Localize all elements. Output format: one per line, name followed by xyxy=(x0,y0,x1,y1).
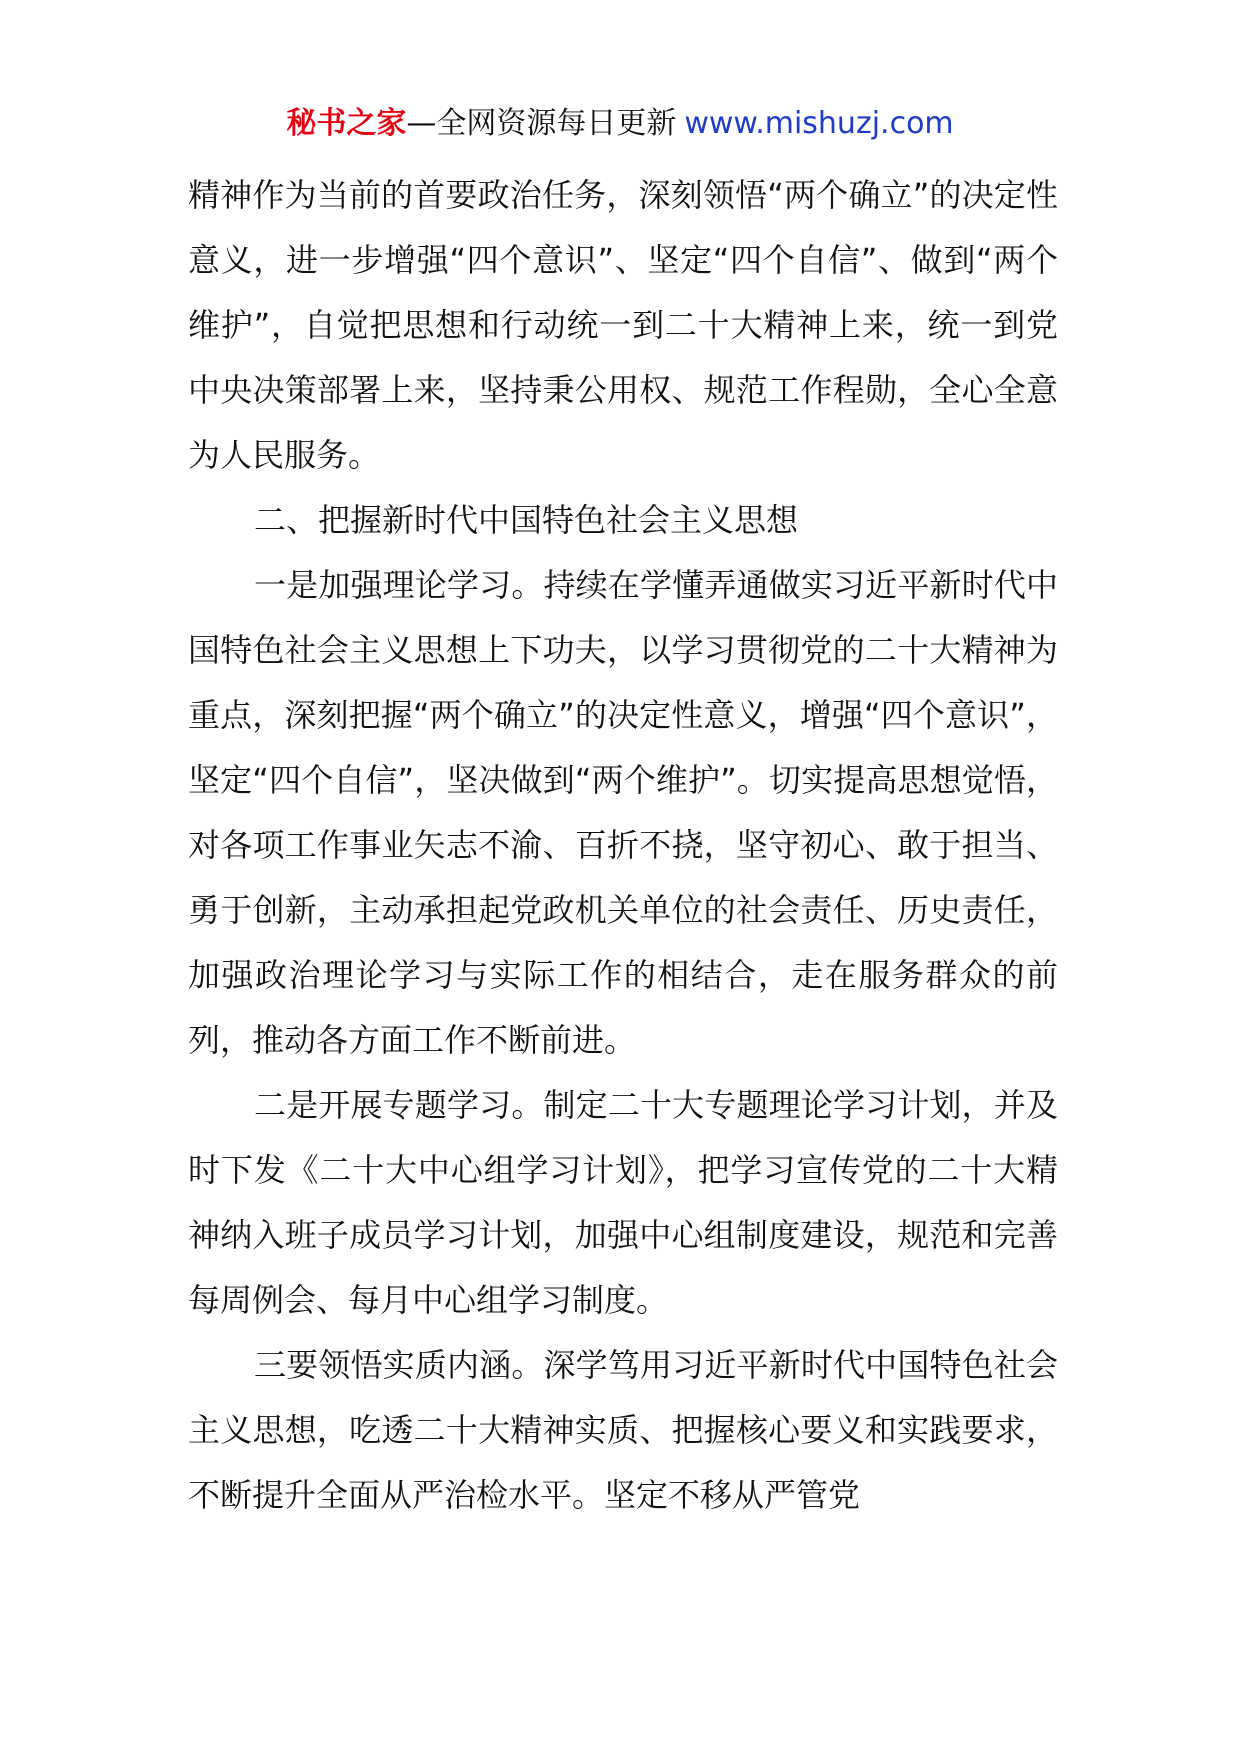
website-link[interactable]: www.mishuzj.com xyxy=(684,106,954,141)
page-header xyxy=(0,100,1240,148)
paragraph-essence: 三要领悟实质内涵。深学笃用习近平新时代中国特色社会主义思想，吃透二十大精神实质、把握核心要义和实践要求，不断提升全面从严治检水平。坚定不移从严管党 xyxy=(188,1346,1058,1514)
paragraph-continuation: 精神作为当前的首要政治任务，深刻领悟“两个确立”的决定性意义，进一步增强“四个意识”、坚定“四个自信”、做到“两个维护”，自觉把思想和行动统一到二十大精神上来，统一到党中央决策部署上来，坚持秉公用权、规范工作程勋，全心全意为人民服务。 xyxy=(188,176,1058,474)
brand-name: 秘书之家 xyxy=(286,106,407,141)
section-heading: 二、把握新时代中国特色社会主义思想 xyxy=(254,501,799,539)
paragraph-special-study: 二是开展专题学习。制定二十大专题理论学习计划，并及时下发《二十大中心组学习计划》，把学习宣传党的二十大精神纳入班子成员学习计划，加强中心组制度建设，规范和完善每周例会、每月中心组学习制度。 xyxy=(188,1086,1058,1319)
paragraph-theory-study: 一是加强理论学习。持续在学懂弄通做实习近平新时代中国特色社会主义思想上下功夫，以学习贯彻党的二十大精神为重点，深刻把握“两个确立”的决定性意义，增强“四个意识”，坚定“四个自信”，坚决做到“两个维护”。切实提高思想觉悟，对各项工作事业矢志不渝、百折不挠，坚守初心、敢于担当、勇于创新，主动承担起党政机关单位的社会责任、历史责任，加强政治理论学习与实际工作的相结合，走在服务群众的前列，推动各方面工作不断前进。 xyxy=(188,566,1058,1059)
document-body xyxy=(188,163,1058,1528)
header-slogan: —全网资源每日更新 xyxy=(406,106,677,141)
